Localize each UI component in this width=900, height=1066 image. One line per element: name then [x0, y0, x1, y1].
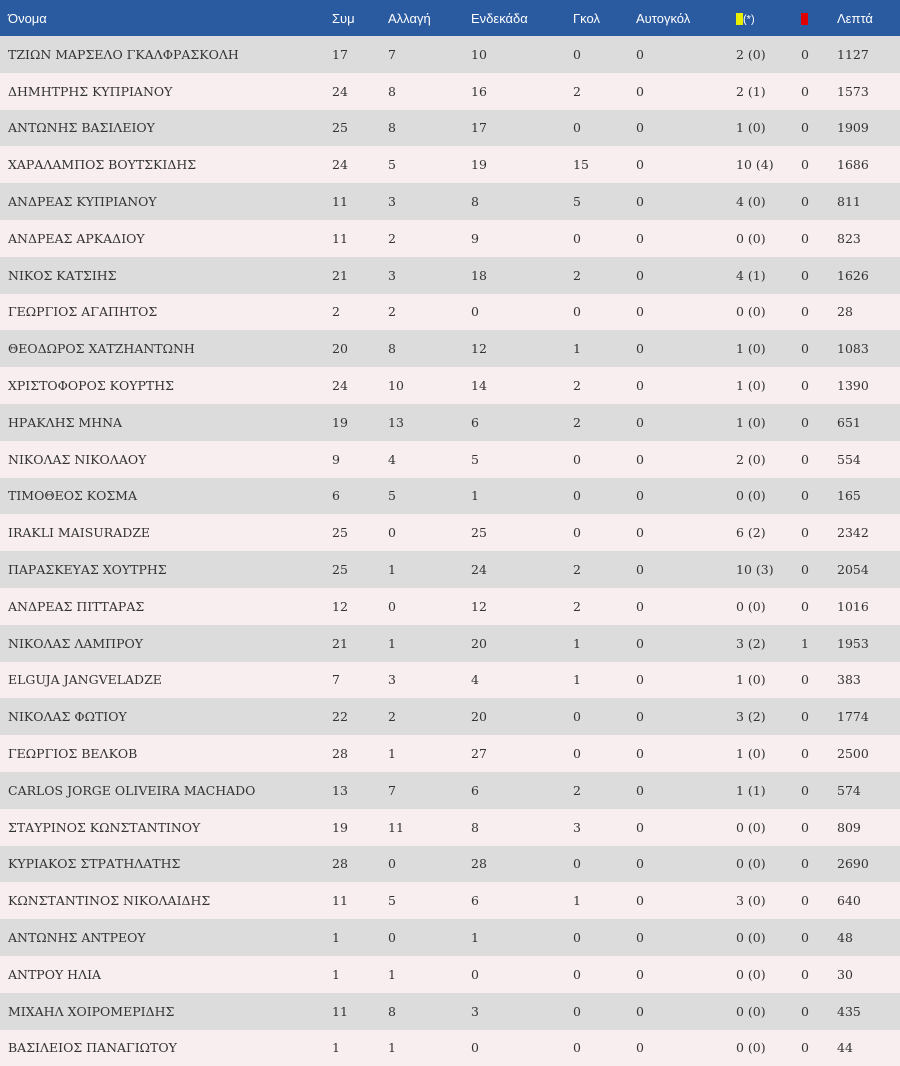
substitutions-cell: 5: [388, 893, 396, 909]
own-goals-cell: 0: [636, 746, 644, 762]
own-goals-cell: 0: [636, 1040, 644, 1056]
own-goals-cell: 0: [636, 1003, 644, 1019]
yellow-cards-cell: 0 (0): [736, 488, 766, 504]
substitutions-cell: 8: [388, 1003, 396, 1019]
col-header-appearances[interactable]: Συμ: [332, 10, 355, 26]
starts-cell: 17: [471, 120, 487, 136]
starts-cell: 0: [471, 966, 479, 982]
table-row: [0, 588, 900, 625]
appearances-cell: 9: [332, 451, 340, 467]
appearances-cell: 21: [332, 267, 348, 283]
starts-cell: 19: [471, 157, 487, 173]
red-cards-cell: 0: [801, 230, 809, 246]
starts-cell: 24: [471, 562, 487, 578]
player-name-cell[interactable]: ΝΙΚΟΛΑΣ ΝΙΚΟΛΑΟΥ: [8, 451, 147, 467]
goals-cell: 0: [573, 709, 581, 725]
red-cards-cell: 0: [801, 488, 809, 504]
player-name-cell[interactable]: ΒΑΣΙΛΕΙΟΣ ΠΑΝΑΓΙΩΤΟΥ: [8, 1040, 177, 1056]
red-cards-cell: 0: [801, 304, 809, 320]
minutes-cell: 640: [837, 893, 861, 909]
own-goals-cell: 0: [636, 819, 644, 835]
player-name-cell[interactable]: ΚΥΡΙΑΚΟΣ ΣΤΡΑΤΗΛΑΤΗΣ: [8, 856, 181, 872]
own-goals-cell: 0: [636, 930, 644, 946]
own-goals-cell: 0: [636, 562, 644, 578]
starts-cell: 0: [471, 304, 479, 320]
starts-cell: 6: [471, 414, 479, 430]
substitutions-cell: 3: [388, 194, 396, 210]
table-header: [0, 0, 900, 36]
substitutions-cell: 2: [388, 230, 396, 246]
substitutions-cell: 1: [388, 746, 396, 762]
substitutions-cell: 8: [388, 83, 396, 99]
goals-cell: 3: [573, 819, 581, 835]
red-cards-cell: 0: [801, 672, 809, 688]
table-row: [0, 662, 900, 699]
substitutions-cell: 0: [388, 525, 396, 541]
substitutions-cell: 0: [388, 598, 396, 614]
own-goals-cell: 0: [636, 525, 644, 541]
player-name-cell[interactable]: ΧΡΙΣΤΟΦΟΡΟΣ ΚΟΥΡΤΗΣ: [8, 378, 174, 394]
table-row: [0, 330, 900, 367]
player-name-cell[interactable]: ΑΝΤΡΟΥ ΗΛΙΑ: [8, 966, 102, 982]
substitutions-cell: 7: [388, 782, 396, 798]
own-goals-cell: 0: [636, 267, 644, 283]
own-goals-cell: 0: [636, 46, 644, 62]
player-name-cell[interactable]: ΔΗΜΗΤΡΗΣ ΚΥΠΡΙΑΝΟΥ: [8, 83, 173, 99]
minutes-cell: 2054: [837, 562, 869, 578]
table-row: [0, 956, 900, 993]
goals-cell: 1: [573, 341, 581, 357]
appearances-cell: 1: [332, 1040, 340, 1056]
starts-cell: 28: [471, 856, 487, 872]
own-goals-cell: 0: [636, 83, 644, 99]
starts-cell: 1: [471, 930, 479, 946]
appearances-cell: 12: [332, 598, 348, 614]
yellow-cards-cell: 10 (3): [736, 562, 774, 578]
own-goals-cell: 0: [636, 598, 644, 614]
col-header-red-cards[interactable]: [801, 0, 837, 36]
table-row: [0, 993, 900, 1030]
yellow-cards-cell: 1 (0): [736, 672, 766, 688]
goals-cell: 2: [573, 414, 581, 430]
goals-cell: 0: [573, 46, 581, 62]
yellow-cards-cell: 2 (1): [736, 83, 766, 99]
appearances-cell: 19: [332, 819, 348, 835]
col-header-starting[interactable]: Ενδεκάδα: [471, 10, 528, 26]
minutes-cell: 1573: [837, 83, 869, 99]
minutes-cell: 44: [837, 1040, 853, 1056]
own-goals-cell: 0: [636, 488, 644, 504]
appearances-cell: 11: [332, 230, 348, 246]
minutes-cell: 811: [837, 194, 861, 210]
player-name-cell[interactable]: ELGUJA JANGVELADZE: [8, 672, 162, 688]
own-goals-cell: 0: [636, 893, 644, 909]
appearances-cell: 20: [332, 341, 348, 357]
yellow-cards-cell: 1 (0): [736, 120, 766, 136]
appearances-cell: 17: [332, 46, 348, 62]
red-card-icon: [801, 13, 808, 25]
goals-cell: 1: [573, 893, 581, 909]
own-goals-cell: 0: [636, 341, 644, 357]
minutes-cell: 1953: [837, 635, 869, 651]
own-goals-cell: 0: [636, 782, 644, 798]
goals-cell: 0: [573, 856, 581, 872]
yellow-cards-cell: 4 (0): [736, 194, 766, 210]
appearances-cell: 13: [332, 782, 348, 798]
yellow-cards-cell: 0 (0): [736, 304, 766, 320]
player-name-cell[interactable]: ΘΕΟΔΩΡΟΣ ΧΑΤΖΗΑΝΤΩΝΗ: [8, 341, 195, 357]
goals-cell: 0: [573, 1003, 581, 1019]
red-cards-cell: 0: [801, 966, 809, 982]
appearances-cell: 24: [332, 157, 348, 173]
appearances-cell: 19: [332, 414, 348, 430]
appearances-cell: 21: [332, 635, 348, 651]
table-row: [0, 146, 900, 183]
player-name-cell[interactable]: IRAKLI MAISURADZE: [8, 525, 151, 541]
goals-cell: 0: [573, 930, 581, 946]
table-row: [0, 698, 900, 735]
substitutions-cell: 5: [388, 488, 396, 504]
red-cards-cell: 0: [801, 46, 809, 62]
player-name-cell[interactable]: ΑΝΔΡΕΑΣ ΚΥΠΡΙΑΝΟΥ: [8, 194, 157, 210]
minutes-cell: 574: [837, 782, 861, 798]
red-cards-cell: 0: [801, 414, 809, 430]
substitutions-cell: 2: [388, 709, 396, 725]
minutes-cell: 1127: [837, 46, 869, 62]
appearances-cell: 25: [332, 525, 348, 541]
substitutions-cell: 0: [388, 930, 396, 946]
own-goals-cell: 0: [636, 635, 644, 651]
table-row: [0, 1030, 900, 1066]
substitutions-cell: 1: [388, 966, 396, 982]
yellow-cards-cell: 1 (0): [736, 414, 766, 430]
yellow-cards-cell: 1 (0): [736, 341, 766, 357]
player-name-cell[interactable]: ΗΡΑΚΛΗΣ ΜΗΝΑ: [8, 414, 123, 430]
goals-cell: 2: [573, 598, 581, 614]
table-row: [0, 404, 900, 441]
red-cards-cell: 0: [801, 1040, 809, 1056]
red-cards-cell: 0: [801, 451, 809, 467]
table-row: [0, 220, 900, 257]
table-row: [0, 919, 900, 956]
own-goals-cell: 0: [636, 709, 644, 725]
col-header-substitute[interactable]: Αλλαγή: [388, 10, 431, 26]
appearances-cell: 1: [332, 966, 340, 982]
starts-cell: 20: [471, 635, 487, 651]
appearances-cell: 28: [332, 746, 348, 762]
own-goals-cell: 0: [636, 157, 644, 173]
red-cards-cell: 0: [801, 194, 809, 210]
goals-cell: 0: [573, 488, 581, 504]
table-row: [0, 36, 900, 73]
own-goals-cell: 0: [636, 378, 644, 394]
red-cards-cell: 0: [801, 341, 809, 357]
own-goals-cell: 0: [636, 304, 644, 320]
table-row: [0, 846, 900, 883]
table-row: [0, 514, 900, 551]
starts-cell: 20: [471, 709, 487, 725]
yellow-cards-cell: 1 (1): [736, 782, 766, 798]
red-cards-cell: 0: [801, 1003, 809, 1019]
table-row: [0, 367, 900, 404]
red-cards-cell: 0: [801, 893, 809, 909]
player-name-cell[interactable]: CARLOS JORGE OLIVEIRA MACHADO: [8, 782, 256, 798]
substitutions-cell: 13: [388, 414, 404, 430]
minutes-cell: 809: [837, 819, 861, 835]
col-header-yellow-cards[interactable]: [736, 0, 801, 36]
starts-cell: 9: [471, 230, 479, 246]
header-row: [0, 0, 900, 36]
minutes-cell: 1686: [837, 157, 869, 173]
goals-cell: 2: [573, 562, 581, 578]
starts-cell: 8: [471, 819, 479, 835]
player-name-cell[interactable]: ΑΝΤΩΝΗΣ ΒΑΣΙΛΕΙΟΥ: [8, 120, 155, 136]
yellow-cards-cell: 1 (0): [736, 746, 766, 762]
goals-cell: 0: [573, 120, 581, 136]
own-goals-cell: 0: [636, 672, 644, 688]
red-cards-cell: 0: [801, 782, 809, 798]
goals-cell: 2: [573, 378, 581, 394]
table-row: [0, 882, 900, 919]
appearances-cell: 28: [332, 856, 348, 872]
goals-cell: 0: [573, 230, 581, 246]
starts-cell: 3: [471, 1003, 479, 1019]
table-row: [0, 551, 900, 588]
goals-cell: 2: [573, 267, 581, 283]
table-row: [0, 441, 900, 478]
yellow-cards-cell: 0 (0): [736, 856, 766, 872]
yellow-cards-cell: 3 (2): [736, 635, 766, 651]
substitutions-cell: 11: [388, 819, 404, 835]
substitutions-cell: 1: [388, 635, 396, 651]
starts-cell: 8: [471, 194, 479, 210]
appearances-cell: 25: [332, 562, 348, 578]
minutes-cell: 48: [837, 930, 853, 946]
substitutions-cell: 0: [388, 856, 396, 872]
own-goals-cell: 0: [636, 856, 644, 872]
goals-cell: 0: [573, 451, 581, 467]
player-name-cell[interactable]: ΑΝΤΩΝΗΣ ΑΝΤΡΕΟΥ: [8, 930, 146, 946]
red-cards-cell: 0: [801, 709, 809, 725]
minutes-cell: 383: [837, 672, 861, 688]
own-goals-cell: 0: [636, 414, 644, 430]
table-row: [0, 478, 900, 515]
goals-cell: 0: [573, 966, 581, 982]
player-name-cell[interactable]: ΤΙΜΟΘΕΟΣ ΚΟΣΜΑ: [8, 488, 138, 504]
red-cards-cell: 0: [801, 598, 809, 614]
player-name-cell[interactable]: ΝΙΚΟΛΑΣ ΛΑΜΠΡΟΥ: [8, 635, 143, 651]
red-cards-cell: 0: [801, 378, 809, 394]
yellow-cards-cell: 2 (0): [736, 451, 766, 467]
player-name-cell[interactable]: ΚΩΝΣΤΑΝΤΙΝΟΣ ΝΙΚΟΛΑΙΔΗΣ: [8, 893, 211, 909]
yellow-cards-cell: 0 (0): [736, 819, 766, 835]
red-cards-cell: 0: [801, 562, 809, 578]
starts-cell: 10: [471, 46, 487, 62]
minutes-cell: 28: [837, 304, 853, 320]
yellow-cards-cell: 0 (0): [736, 230, 766, 246]
table-row: [0, 809, 900, 846]
player-name-cell[interactable]: ΠΑΡΑΣΚΕΥΑΣ ΧΟΥΤΡΗΣ: [8, 562, 167, 578]
player-name-cell[interactable]: ΑΝΔΡΕΑΣ ΑΡΚΑΔΙΟΥ: [8, 230, 145, 246]
table-row: [0, 772, 900, 809]
red-cards-cell: 0: [801, 856, 809, 872]
table-row: [0, 735, 900, 772]
col-header-goals[interactable]: Γκολ: [573, 10, 600, 26]
yellow-card-icon: [736, 13, 743, 25]
starts-cell: 12: [471, 341, 487, 357]
yellow-cards-cell: 3 (2): [736, 709, 766, 725]
red-cards-cell: 0: [801, 525, 809, 541]
minutes-cell: 165: [837, 488, 861, 504]
minutes-cell: 1909: [837, 120, 869, 136]
yellow-cards-cell: 4 (1): [736, 267, 766, 283]
substitutions-cell: 1: [388, 1040, 396, 1056]
substitutions-cell: 7: [388, 46, 396, 62]
substitutions-cell: 4: [388, 451, 396, 467]
starts-cell: 6: [471, 782, 479, 798]
starts-cell: 4: [471, 672, 479, 688]
substitutions-cell: 8: [388, 341, 396, 357]
starts-cell: 5: [471, 451, 479, 467]
minutes-cell: 1390: [837, 378, 869, 394]
own-goals-cell: 0: [636, 194, 644, 210]
yellow-cards-cell: 0 (0): [736, 598, 766, 614]
minutes-cell: 30: [837, 966, 853, 982]
goals-cell: 0: [573, 525, 581, 541]
starts-cell: 18: [471, 267, 487, 283]
minutes-cell: 554: [837, 451, 861, 467]
substitutions-cell: 2: [388, 304, 396, 320]
yellow-cards-cell: 6 (2): [736, 525, 766, 541]
player-name-cell[interactable]: ΝΙΚΟΣ ΚΑΤΣΙΗΣ: [8, 267, 117, 283]
minutes-cell: 2342: [837, 525, 869, 541]
goals-cell: 0: [573, 1040, 581, 1056]
starts-cell: 14: [471, 378, 487, 394]
yellow-cards-cell: 0 (0): [736, 966, 766, 982]
yellow-cards-cell: 0 (0): [736, 930, 766, 946]
appearances-cell: 11: [332, 1003, 348, 1019]
goals-cell: 2: [573, 83, 581, 99]
col-header-own-goals[interactable]: Αυτογκόλ: [636, 10, 691, 26]
player-name-cell[interactable]: ΝΙΚΟΛΑΣ ΦΩΤΙΟΥ: [8, 709, 127, 725]
goals-cell: 2: [573, 782, 581, 798]
yellow-cards-cell: 1 (0): [736, 378, 766, 394]
table-row: [0, 73, 900, 110]
minutes-cell: 2500: [837, 746, 869, 762]
appearances-cell: 7: [332, 672, 340, 688]
substitutions-cell: 10: [388, 378, 404, 394]
appearances-cell: 6: [332, 488, 340, 504]
player-name-cell[interactable]: ΑΝΔΡΕΑΣ ΠΙΤΤΑΡΑΣ: [8, 598, 145, 614]
minutes-cell: 1774: [837, 709, 869, 725]
starts-cell: 27: [471, 746, 487, 762]
appearances-cell: 11: [332, 893, 348, 909]
own-goals-cell: 0: [636, 230, 644, 246]
substitutions-cell: 3: [388, 672, 396, 688]
red-cards-cell: 1: [801, 635, 809, 651]
player-name-cell[interactable]: ΓΕΩΡΓΙΟΣ ΑΓΑΠΗΤΟΣ: [8, 304, 158, 320]
starts-cell: 6: [471, 893, 479, 909]
minutes-cell: 1083: [837, 341, 869, 357]
starts-cell: 12: [471, 598, 487, 614]
yellow-cards-cell: 2 (0): [736, 46, 766, 62]
yellow-cards-cell: 10 (4): [736, 157, 774, 173]
player-name-cell[interactable]: ΓΕΩΡΓΙΟΣ ΒΕΛΚΟΒ: [8, 746, 138, 762]
yellow-cards-cell: 0 (0): [736, 1040, 766, 1056]
appearances-cell: 1: [332, 930, 340, 946]
goals-cell: 15: [573, 157, 589, 173]
substitutions-cell: 8: [388, 120, 396, 136]
yellow-cards-cell: 3 (0): [736, 893, 766, 909]
minutes-cell: 2690: [837, 856, 869, 872]
appearances-cell: 11: [332, 194, 348, 210]
minutes-cell: 651: [837, 414, 861, 430]
starts-cell: 25: [471, 525, 487, 541]
own-goals-cell: 0: [636, 966, 644, 982]
minutes-cell: 823: [837, 230, 861, 246]
table-row: [0, 257, 900, 294]
red-cards-cell: 0: [801, 746, 809, 762]
table-row: [0, 183, 900, 220]
goals-cell: 0: [573, 746, 581, 762]
player-name-cell[interactable]: ΧΑΡΑΛΑΜΠΟΣ ΒΟΥΤΣΚΙΔΗΣ: [8, 157, 197, 173]
substitutions-cell: 1: [388, 562, 396, 578]
red-cards-cell: 0: [801, 267, 809, 283]
yellow-cards-cell: 0 (0): [736, 1003, 766, 1019]
table-row: [0, 110, 900, 147]
table-row: [0, 625, 900, 662]
goals-cell: 0: [573, 304, 581, 320]
appearances-cell: 2: [332, 304, 340, 320]
own-goals-cell: 0: [636, 451, 644, 467]
appearances-cell: 25: [332, 120, 348, 136]
player-name-cell[interactable]: ΤΖΙΩΝ ΜΑΡΣΕΛΟ ΓΚΑΛΦΡΑΣΚΟΛΗ: [8, 46, 239, 62]
starts-cell: 16: [471, 83, 487, 99]
appearances-cell: 24: [332, 378, 348, 394]
table-body: [0, 36, 900, 1066]
minutes-cell: 435: [837, 1003, 861, 1019]
minutes-cell: 1016: [837, 598, 869, 614]
goals-cell: 1: [573, 672, 581, 688]
goals-cell: 1: [573, 635, 581, 651]
goals-cell: 5: [573, 194, 581, 210]
starts-cell: 0: [471, 1040, 479, 1056]
red-cards-cell: 0: [801, 930, 809, 946]
player-name-cell[interactable]: ΜΙΧΑΗΛ ΧΟΙΡΟΜΕΡΙΔΗΣ: [8, 1003, 175, 1019]
substitutions-cell: 3: [388, 267, 396, 283]
yellow-card-suffix: (*): [743, 13, 755, 26]
own-goals-cell: 0: [636, 120, 644, 136]
red-cards-cell: 0: [801, 83, 809, 99]
player-name-cell[interactable]: ΣΤΑΥΡΙΝΟΣ ΚΩΝΣΤΑΝΤΙΝΟΥ: [8, 819, 201, 835]
red-cards-cell: 0: [801, 157, 809, 173]
minutes-cell: 1626: [837, 267, 869, 283]
col-header-minutes[interactable]: Λεπτά: [837, 10, 873, 26]
red-cards-cell: 0: [801, 819, 809, 835]
red-cards-cell: 0: [801, 120, 809, 136]
appearances-cell: 24: [332, 83, 348, 99]
substitutions-cell: 5: [388, 157, 396, 173]
starts-cell: 1: [471, 488, 479, 504]
table-row: [0, 294, 900, 331]
col-header-name[interactable]: Όνομα: [8, 10, 47, 26]
appearances-cell: 22: [332, 709, 348, 725]
